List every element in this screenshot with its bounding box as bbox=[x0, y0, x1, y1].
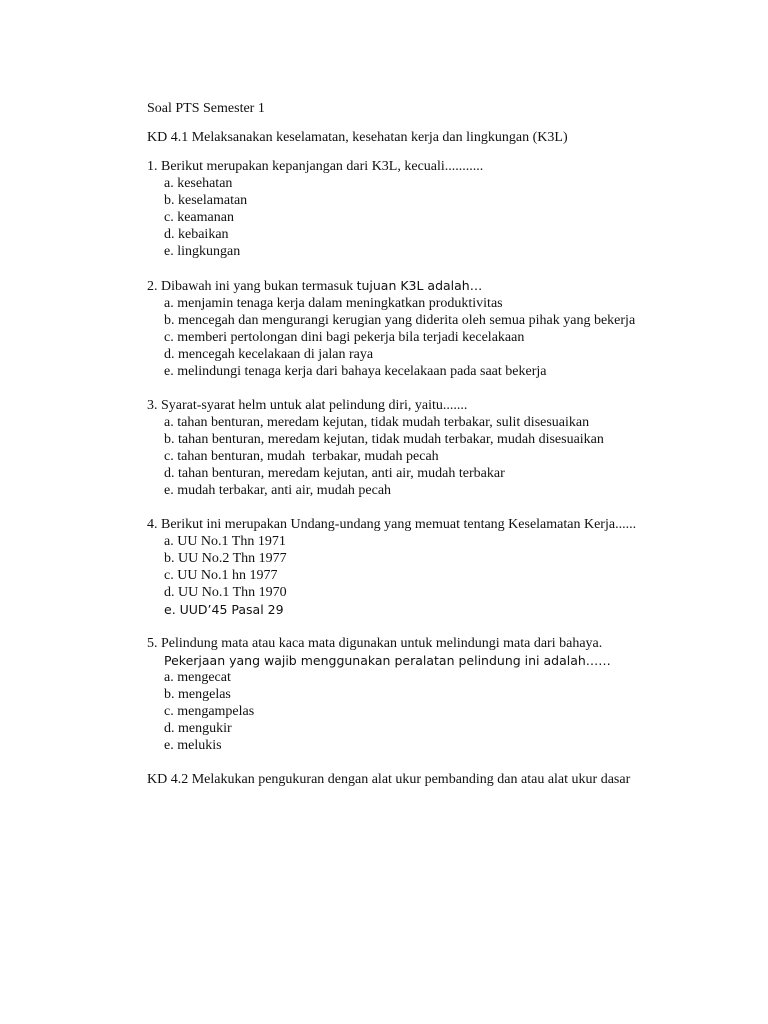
question-2-stem bbox=[147, 277, 659, 295]
question-1-option-a: a. kesehatan bbox=[164, 176, 233, 191]
question-3-option-d: d. tahan benturan, meredam kejutan, anti air, mudah terbakar bbox=[164, 466, 505, 481]
question-1-options bbox=[147, 175, 659, 260]
question-3-options bbox=[147, 414, 659, 499]
question-5-option-a: a. mengecat bbox=[164, 670, 231, 685]
kd-4-1-heading: KD 4.1 Melaksanakan keselamatan, kesehatan kerja dan lingkungan (K3L) bbox=[147, 130, 568, 145]
question-1-stem: 1. Berikut merupakan kepanjangan dari K3L, kecuali........... bbox=[147, 159, 484, 174]
question-5-option-b: b. mengelas bbox=[164, 687, 231, 702]
question-2-option-d: d. mencegah kecelakaan di jalan raya bbox=[164, 347, 374, 362]
document-title: Soal PTS Semester 1 bbox=[147, 101, 265, 116]
question-4-option-e: e. UUD’45 Pasal 29 bbox=[164, 602, 284, 617]
question-5-stem-line-2: Pekerjaan yang wajib menggunakan peralatan pelindung ini adalah…… bbox=[164, 653, 611, 668]
question-1 bbox=[147, 158, 659, 260]
question-4-options bbox=[147, 533, 659, 618]
question-3-option-e: e. mudah terbakar, anti air, mudah pecah bbox=[164, 483, 392, 498]
kd-4-2-heading: KD 4.2 Melakukan pengukuran dengan alat ukur pembanding dan atau alat ukur dasar bbox=[147, 772, 631, 787]
question-2-option-a: a. menjamin tenaga kerja dalam meningkatkan produktivitas bbox=[164, 296, 503, 311]
question-2-stem-tail: tujuan K3L adalah… bbox=[356, 278, 483, 293]
question-5-option-e: e. melukis bbox=[164, 738, 222, 753]
question-5-option-c: c. mengampelas bbox=[164, 704, 255, 719]
question-5-options bbox=[147, 652, 659, 754]
question-4 bbox=[147, 516, 659, 618]
question-2-option-b: b. mencegah dan mengurangi kerugian yang diderita oleh semua pihak yang bekerja bbox=[164, 313, 636, 328]
question-2-stem-text: 2. Dibawah ini yang bukan termasuk bbox=[147, 279, 357, 294]
question-3-option-c: c. tahan benturan, mudah terbakar, mudah pecah bbox=[164, 449, 439, 464]
question-1-option-b: b. keselamatan bbox=[164, 193, 248, 208]
question-3 bbox=[147, 397, 659, 499]
question-1-option-c: c. keamanan bbox=[164, 210, 234, 225]
question-2-options bbox=[147, 295, 659, 380]
question-2-option-e: e. melindungi tenaga kerja dari bahaya kecelakaan pada saat bekerja bbox=[164, 364, 547, 379]
question-2 bbox=[147, 277, 659, 380]
question-3-option-b: b. tahan benturan, meredam kejutan, tidak mudah terbakar, mudah disesuaikan bbox=[164, 432, 604, 447]
question-4-option-a: a. UU No.1 Thn 1971 bbox=[164, 534, 286, 549]
question-4-option-b: b. UU No.2 Thn 1977 bbox=[164, 551, 287, 566]
question-3-stem: 3. Syarat-syarat helm untuk alat pelindung diri, yaitu....... bbox=[147, 398, 468, 413]
question-4-option-d: d. UU No.1 Thn 1970 bbox=[164, 585, 287, 600]
question-4-option-c: c. UU No.1 hn 1977 bbox=[164, 568, 278, 583]
question-1-option-e: e. lingkungan bbox=[164, 244, 241, 259]
question-4-stem: 4. Berikut ini merupakan Undang-undang yang memuat tentang Keselamatan Kerja...... bbox=[147, 517, 637, 532]
question-5 bbox=[147, 635, 659, 754]
question-1-option-d: d. kebaikan bbox=[164, 227, 229, 242]
question-3-option-a: a. tahan benturan, meredam kejutan, tidak mudah terbakar, sulit disesuaikan bbox=[164, 415, 590, 430]
question-5-option-d: d. mengukir bbox=[164, 721, 232, 736]
document-page bbox=[147, 100, 659, 788]
question-2-option-c: c. memberi pertolongan dini bagi pekerja bila terjadi kecelakaan bbox=[164, 330, 525, 345]
question-5-stem-line-1: 5. Pelindung mata atau kaca mata digunakan untuk melindungi mata dari bahaya. bbox=[147, 636, 603, 651]
